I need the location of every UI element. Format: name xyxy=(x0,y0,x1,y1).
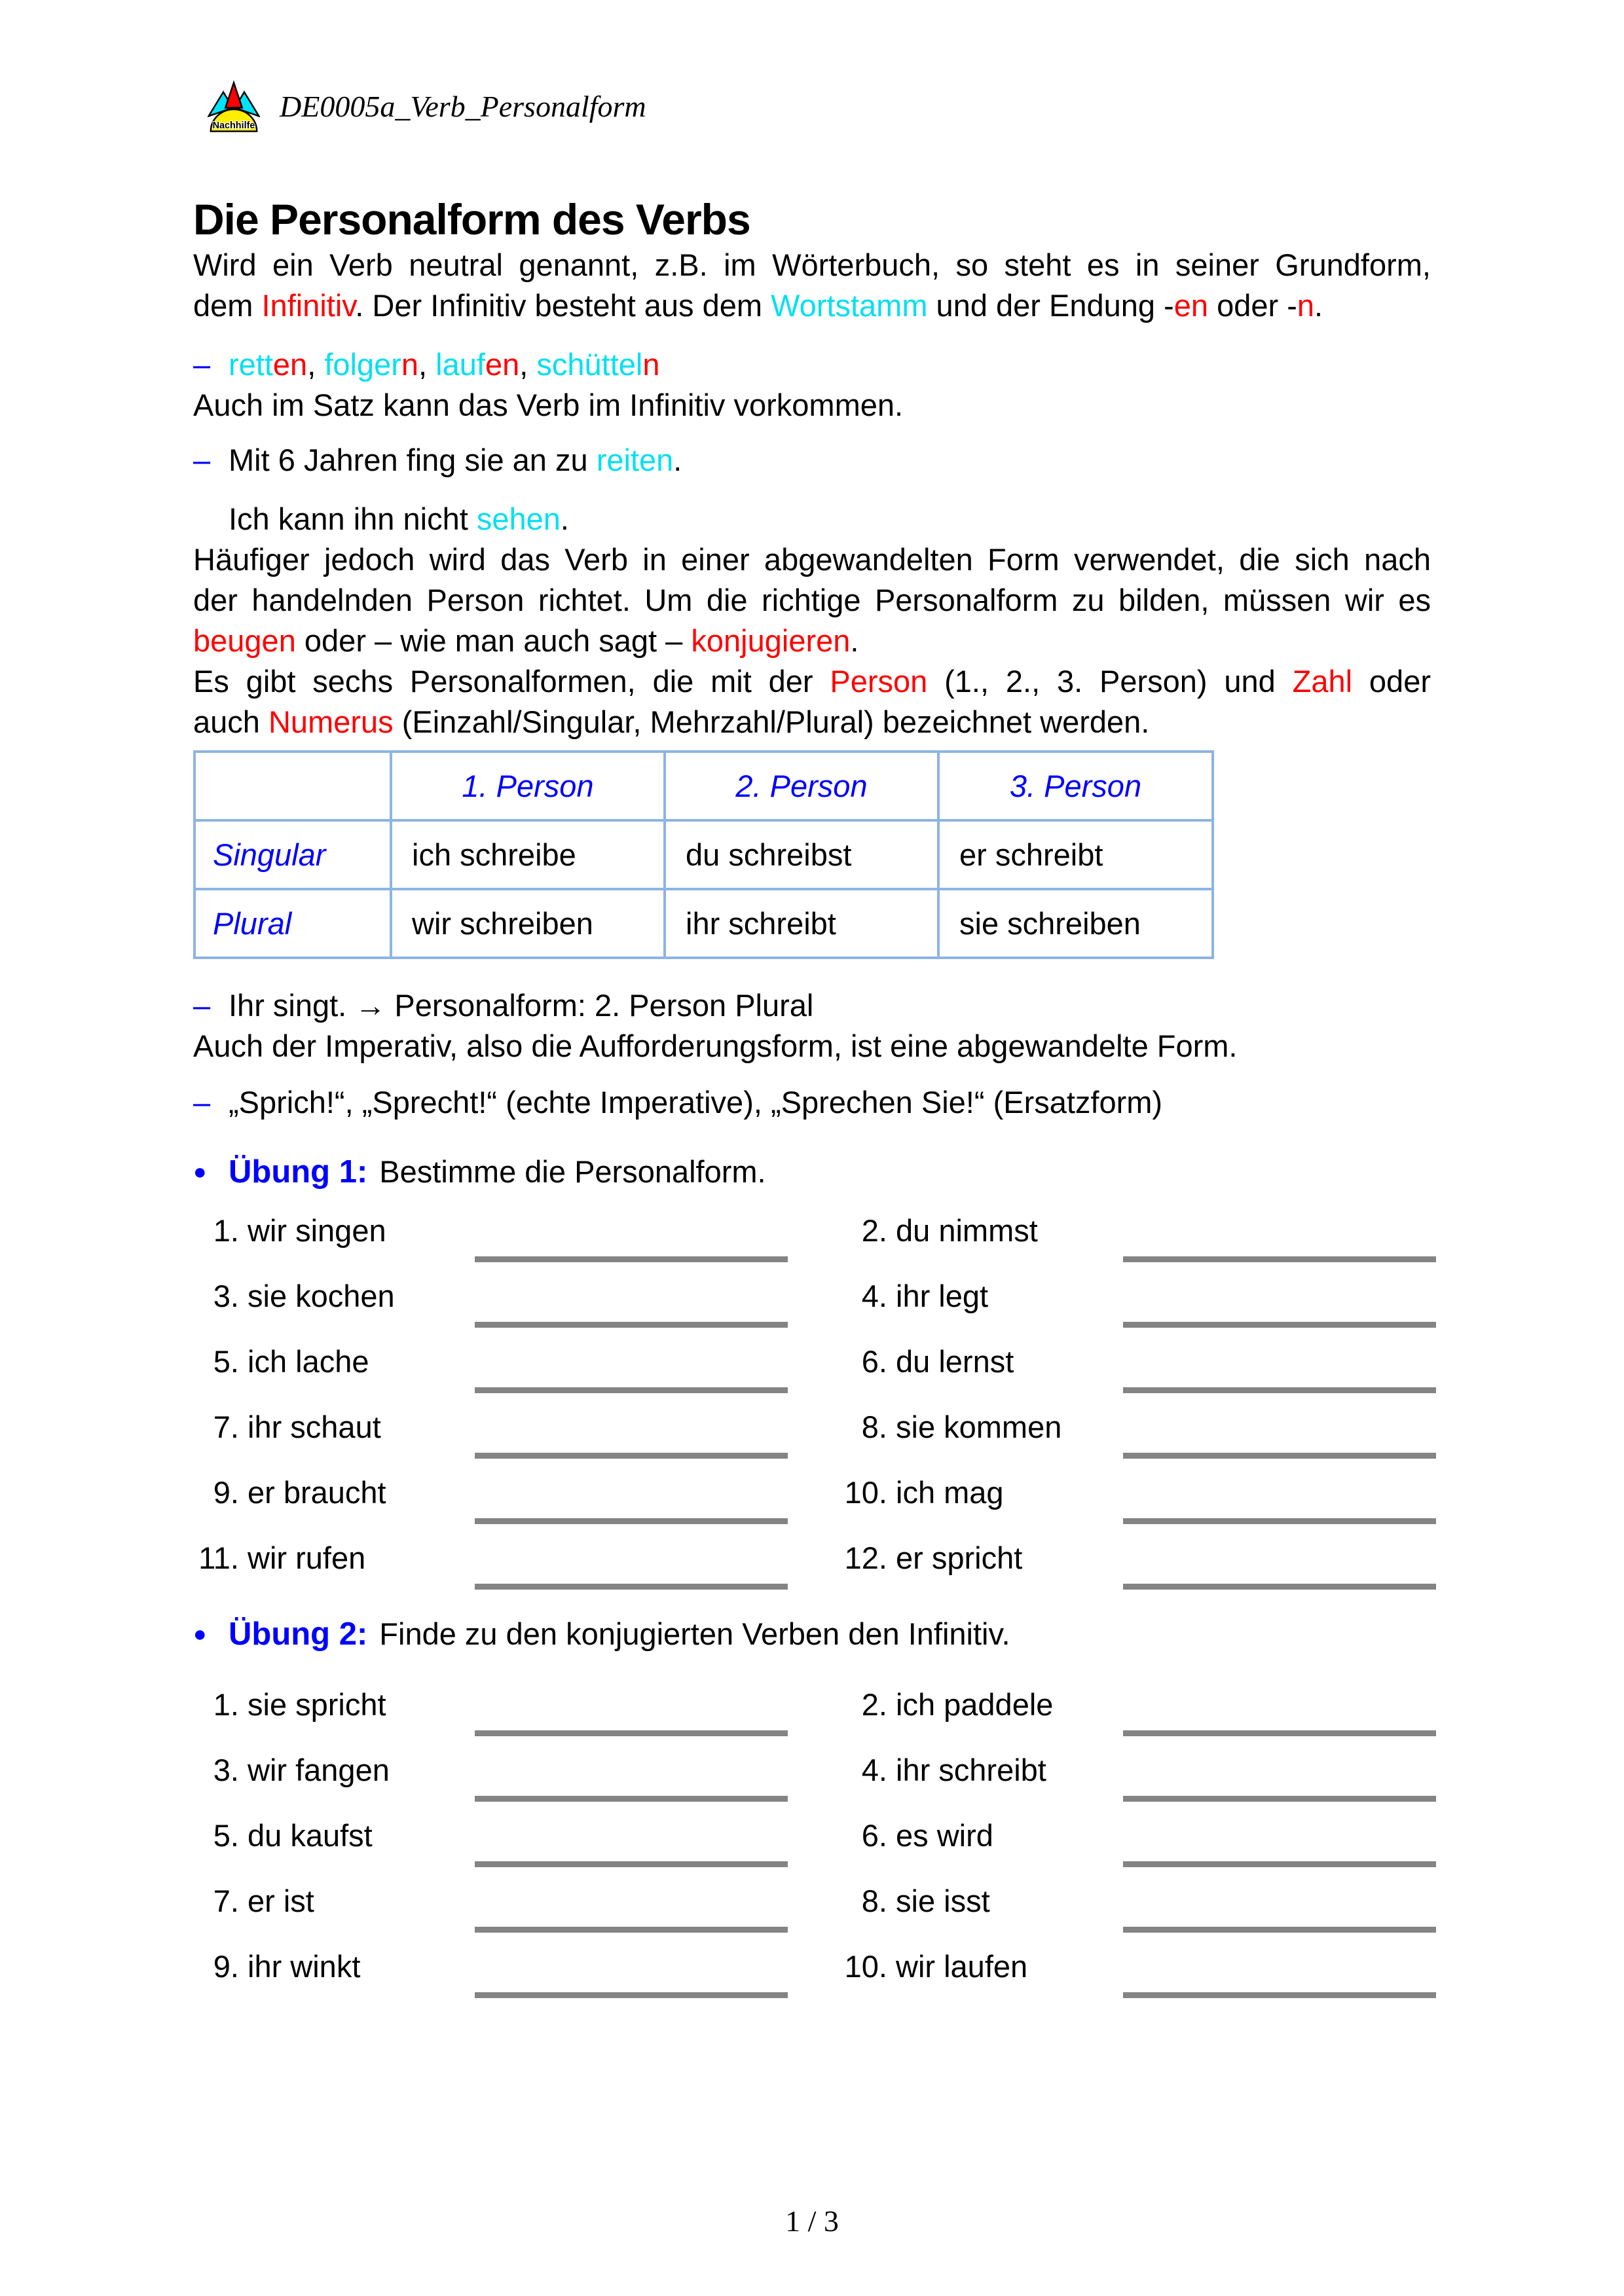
exercise-item xyxy=(193,1407,779,1472)
exercise-item xyxy=(193,1276,779,1341)
exercise-item xyxy=(193,1685,779,1750)
exercise-item-number: 9. xyxy=(213,1949,239,1984)
exercise-item-text: sie spricht xyxy=(248,1687,386,1722)
answer-blank[interactable] xyxy=(475,1518,788,1524)
intro-paragraph xyxy=(193,245,1431,326)
answer-blank[interactable] xyxy=(1123,1518,1436,1524)
exercise-item-number: 3. xyxy=(213,1753,239,1787)
exercise-item-number: 2. xyxy=(861,1213,887,1248)
answer-blank[interactable] xyxy=(475,1730,788,1736)
document-header xyxy=(208,79,1431,135)
exercise-item-number: 9. xyxy=(213,1475,239,1510)
table-cell: wir schreiben xyxy=(391,889,665,958)
table-header-2person: 2. Person xyxy=(665,752,938,820)
logo-label: Nachhilfe xyxy=(212,120,255,131)
exercise-item-text: ihr winkt xyxy=(248,1949,361,1984)
table-row-label: Plural xyxy=(194,889,391,958)
exercise-item xyxy=(193,1946,779,2012)
exercise-item xyxy=(193,1341,779,1407)
answer-blank[interactable] xyxy=(475,1387,788,1393)
exercise-item xyxy=(193,1538,779,1603)
haeufiger-line-2: der handelnden Person richtet. Um die richtige Personalform zu bilden, müssen wir es xyxy=(193,583,1431,617)
answer-blank[interactable] xyxy=(1123,1453,1436,1459)
intro-line-1: Wird ein Verb neutral genannt, z.B. im Wörterbuch, so steht es in seiner Grundform, xyxy=(193,247,1431,282)
exercise-item-text: du kaufst xyxy=(248,1818,373,1853)
table-header-3person: 3. Person xyxy=(938,752,1213,820)
personalform-table xyxy=(193,750,1214,959)
exercise-item-text: ich paddele xyxy=(896,1687,1054,1722)
example-sentences-item xyxy=(193,440,1431,539)
answer-blank[interactable] xyxy=(475,1992,788,1998)
uebung1-heading xyxy=(193,1152,1431,1192)
esgibt-line-2: auch Numerus (Einzahl/Singular, Mehrzahl/Plural) bezeichnet werden. xyxy=(193,704,1150,739)
exercise-item-text: sie kochen xyxy=(248,1279,395,1313)
exercise-item xyxy=(841,1750,1428,1815)
dash-bullet: – xyxy=(193,347,211,382)
uebung2-label: Übung 2: xyxy=(229,1616,368,1652)
exercise-item-number: 5. xyxy=(213,1818,239,1853)
exercise-item-number: 1. xyxy=(213,1687,239,1722)
exercise-item xyxy=(193,1815,779,1881)
uebung1-label: Übung 1: xyxy=(229,1154,368,1190)
answer-blank[interactable] xyxy=(1123,1927,1436,1933)
exercise-item-number: 4. xyxy=(861,1753,887,1787)
exercise-item-number: 7. xyxy=(213,1410,239,1444)
exercise-item-text: es wird xyxy=(896,1818,993,1853)
table-cell: ihr schreibt xyxy=(665,889,938,958)
answer-blank[interactable] xyxy=(1123,1992,1436,1998)
sentence-infinitive: Auch im Satz kann das Verb im Infinitiv vorkommen. xyxy=(193,388,904,422)
imperativ-paragraph: Auch der Imperativ, also die Aufforderungsform, ist eine abgewandelte Form. xyxy=(193,1029,1238,1063)
answer-blank[interactable] xyxy=(1123,1730,1436,1736)
exercise-item xyxy=(841,1276,1428,1341)
table-header-row xyxy=(194,752,1213,820)
dash-bullet: – xyxy=(193,988,211,1023)
esgibt-line-1: Es gibt sechs Personalformen, die mit der Person (1., 2., 3. Person) und Zahl oder xyxy=(193,664,1431,699)
table-row-plural xyxy=(194,889,1213,958)
answer-blank[interactable] xyxy=(475,1927,788,1933)
exercise-item xyxy=(841,1211,1428,1276)
table-corner-cell xyxy=(194,752,391,820)
page-footer xyxy=(0,2201,1624,2242)
answer-blank[interactable] xyxy=(475,1584,788,1590)
exercise-item xyxy=(841,1946,1428,2012)
example-imperative-item xyxy=(193,1082,1431,1123)
exercise-item xyxy=(841,1538,1428,1603)
haeufiger-line-1: Häufiger jedoch wird das Verb in einer abgewandelten Form verwendet, die sich nach xyxy=(193,542,1431,577)
exercise-item-text: ihr schreibt xyxy=(896,1753,1046,1787)
example-ihr-singt-text: Ihr singt. → Personalform: 2. Person Plural xyxy=(229,988,814,1023)
exercise-item-text: ihr legt xyxy=(896,1279,989,1313)
bullet-icon: ● xyxy=(193,1159,207,1184)
table-header-1person: 1. Person xyxy=(391,752,665,820)
exercise-item xyxy=(193,1750,779,1815)
answer-blank[interactable] xyxy=(1123,1322,1436,1328)
exercise-item-text: er spricht xyxy=(896,1540,1023,1575)
uebung2-instruction: Finde zu den konjugierten Verben den Infinitiv. xyxy=(379,1616,1010,1651)
answer-blank[interactable] xyxy=(1123,1796,1436,1802)
answer-blank[interactable] xyxy=(475,1322,788,1328)
example-ihr-singt-item xyxy=(193,985,1431,1026)
bullet-icon: ● xyxy=(193,1622,207,1647)
uebung1-instruction: Bestimme die Personalform. xyxy=(379,1154,766,1189)
exercise-item-text: du nimmst xyxy=(896,1213,1038,1248)
haeufiger-line-3: beugen oder – wie man auch sagt – konjugieren. xyxy=(193,623,859,658)
exercise-item-text: er ist xyxy=(248,1884,314,1918)
page-title: Die Personalform des Verbs xyxy=(193,195,750,244)
uebung2-items xyxy=(193,1685,1431,2012)
answer-blank[interactable] xyxy=(1123,1256,1436,1262)
mountain-center-icon xyxy=(225,82,242,107)
exercise-item-text: ich lache xyxy=(248,1344,369,1379)
table-cell: ich schreibe xyxy=(391,820,665,889)
example-verbs-text: retten, folgern, laufen, schütteln xyxy=(229,347,660,382)
exercise-item-number: 7. xyxy=(213,1884,239,1918)
exercise-item-number: 11. xyxy=(198,1540,239,1575)
table-row-singular xyxy=(194,820,1213,889)
intro-line-2: dem Infinitiv. Der Infinitiv besteht aus dem Wortstamm und der Endung -en oder -n. xyxy=(193,288,1323,323)
document-id: DE0005a_Verb_Personalform xyxy=(280,90,646,123)
exercise-item-text: sie isst xyxy=(896,1884,990,1918)
nachhilfe-logo xyxy=(208,79,260,134)
table-cell: sie schreiben xyxy=(938,889,1213,958)
example-sentence-2: Ich kann ihn nicht sehen. xyxy=(229,501,569,536)
exercise-item-number: 6. xyxy=(861,1344,887,1379)
exercise-item-number: 8. xyxy=(861,1884,887,1918)
answer-blank[interactable] xyxy=(1123,1584,1436,1590)
exercise-item-number: 8. xyxy=(861,1410,887,1444)
exercise-item xyxy=(193,1881,779,1946)
exercise-item xyxy=(193,1472,779,1538)
answer-blank[interactable] xyxy=(475,1453,788,1459)
exercise-item-text: ich mag xyxy=(896,1475,1004,1510)
answer-blank[interactable] xyxy=(1123,1861,1436,1867)
uebung1-items xyxy=(193,1211,1431,1603)
exercise-item xyxy=(841,1472,1428,1538)
exercise-item-number: 12. xyxy=(844,1540,887,1575)
exercise-item xyxy=(193,1211,779,1276)
exercise-item-text: sie kommen xyxy=(896,1410,1062,1444)
answer-blank[interactable] xyxy=(475,1861,788,1867)
dash-bullet: – xyxy=(193,443,211,477)
page-number: 1 / 3 xyxy=(785,2204,839,2238)
table-row-label: Singular xyxy=(194,820,391,889)
exercise-item-text: ihr schaut xyxy=(248,1410,381,1444)
exercise-item-number: 6. xyxy=(861,1818,887,1853)
exercise-item-text: wir fangen xyxy=(248,1753,390,1787)
example-imperative-text: „Sprich!“, „Sprecht!“ (echte Imperative), „Sprechen Sie!“ (Ersatzform) xyxy=(229,1085,1163,1120)
exercise-item-text: wir laufen xyxy=(896,1949,1028,1984)
table-cell: er schreibt xyxy=(938,820,1213,889)
exercise-item xyxy=(841,1815,1428,1881)
answer-blank[interactable] xyxy=(475,1796,788,1802)
exercise-item-number: 4. xyxy=(861,1279,887,1313)
exercise-item-text: du lernst xyxy=(896,1344,1014,1379)
uebung2-heading xyxy=(193,1614,1431,1654)
dash-bullet: – xyxy=(193,1085,211,1120)
exercise-item xyxy=(841,1685,1428,1750)
exercise-item-number: 5. xyxy=(213,1344,239,1379)
example-verbs-item xyxy=(193,344,1431,385)
example-sentence-1: Mit 6 Jahren fing sie an zu reiten. xyxy=(229,443,682,477)
exercise-item-number: 2. xyxy=(861,1687,887,1722)
exercise-item xyxy=(841,1407,1428,1472)
exercise-item-text: er braucht xyxy=(248,1475,386,1510)
exercise-item-number: 10. xyxy=(844,1475,887,1510)
exercise-item-number: 10. xyxy=(844,1949,887,1984)
answer-blank[interactable] xyxy=(1123,1387,1436,1393)
esgibt-paragraph xyxy=(193,661,1431,742)
exercise-item-text: wir singen xyxy=(248,1213,386,1248)
exercise-item xyxy=(841,1881,1428,1946)
answer-blank[interactable] xyxy=(475,1256,788,1262)
exercise-item-number: 1. xyxy=(213,1213,239,1248)
exercise-item xyxy=(841,1341,1428,1407)
haeufiger-paragraph xyxy=(193,539,1431,661)
exercise-item-text: wir rufen xyxy=(248,1540,366,1575)
exercise-item-number: 3. xyxy=(213,1279,239,1313)
table-cell: du schreibst xyxy=(665,820,938,889)
